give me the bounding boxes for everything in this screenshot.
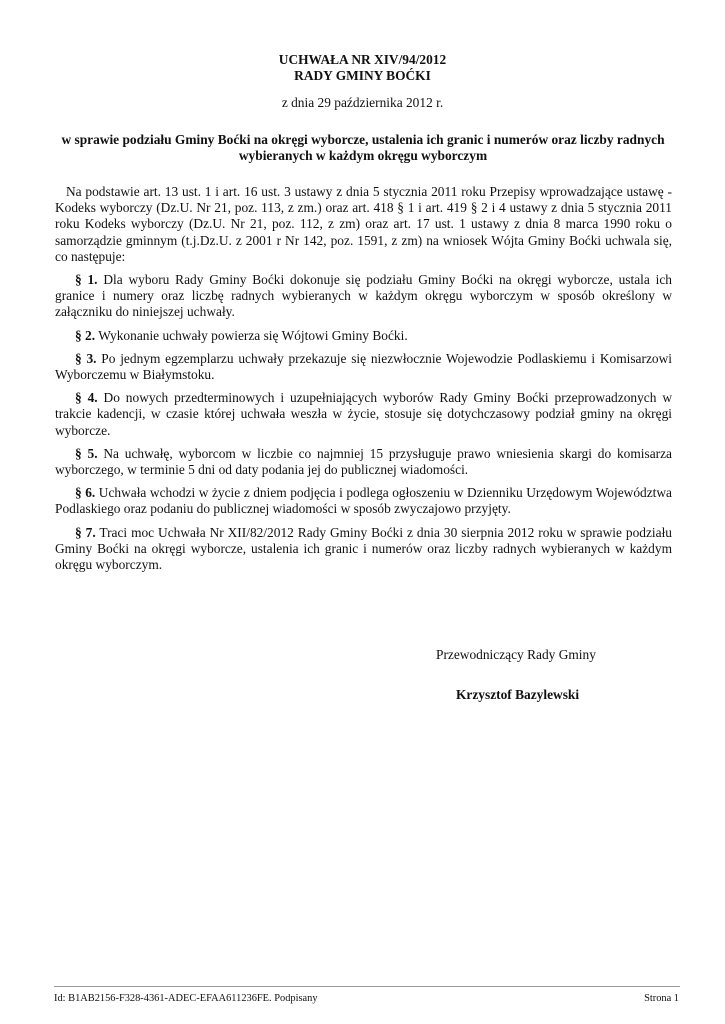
- section-4: [55, 390, 672, 439]
- resolution-subject: w sprawie podziału Gminy Boćki na okręgi wyborcze, ustalenia ich granic i numerów oraz liczby radnych wybieranych w każdym okręgu wyborczym: [61, 132, 665, 163]
- signatory-name: Krzysztof Bazylewski: [456, 687, 580, 702]
- preamble-paragraph: Na podstawie art. 13 ust. 1 i art. 16 ust. 3 ustawy z dnia 5 stycznia 2011 roku Przepisy wprowadzające ustawę - Kodeks wyborczy (Dz.U. Nr 21, poz. 113, z zm.) oraz art. 418 § 1 i art. 419 § 2 i 4 ustawy z dnia 5 stycznia 2011 roku Kodeks wyborczy (Dz.U. Nr 21, poz. 112, z zm) oraz art. 17 ust. 1 ustawy z dnia 8 marca 1990 roku o samorządzie gminnym (t.j.Dz.U. z 2001 r Nr 142, poz. 1591, z zm) na wniosek Wójta Gminy Boćki uchwala się, co następuje:: [55, 184, 672, 264]
- footer-divider: [54, 986, 680, 987]
- section-text: Wykonanie uchwały powierza się Wójtowi Gminy Boćki.: [95, 327, 408, 343]
- resolution-body: [55, 184, 672, 580]
- section-1: [55, 272, 672, 321]
- document-id: Id: B1AB2156-F328-4361-ADEC-EFAA611236FE. Podpisany: [54, 993, 318, 1004]
- section-5: [55, 446, 672, 478]
- title-line-1: UCHWAŁA NR XIV/94/2012: [278, 52, 447, 67]
- section-number: § 3.: [75, 350, 97, 366]
- page-number: Strona 1: [644, 993, 679, 1004]
- section-6: [55, 485, 672, 517]
- title-line-2: RADY GMINY BOĆKI: [294, 68, 431, 83]
- signature-block: [436, 647, 636, 703]
- section-text: Traci moc Uchwała Nr XII/82/2012 Rady Gminy Boćki z dnia 30 sierpnia 2012 roku w sprawie podziału Gminy Boćki na okręgi wyborcze, ustalenia ich granic i numerów oraz liczby radnych wybieranych w każdym okręgu wyborczym.: [55, 524, 672, 573]
- section-number: § 5.: [75, 445, 98, 461]
- section-number: § 4.: [75, 390, 98, 406]
- section-7: [55, 525, 672, 574]
- section-text: Dla wyboru Rady Gminy Boćki dokonuje się podziału Gminy Boćki na okręgi wyborcze, ustala ich granice i numery oraz liczbę radnych wybieranych w każdym okręgu wyborczym w sposób określony w załączniku do niniejszej uchwały.: [55, 272, 672, 320]
- section-text: Do nowych przedterminowych i uzupełniających wyborów Rady Gminy Boćki przeprowadzonych w trakcie kadencji, w czasie której uchwała weszła w życie, stosuje się dotychczasowy podział gminy na okręgi wyborcze.: [55, 390, 672, 438]
- section-3: [55, 351, 672, 383]
- section-number: § 7.: [75, 524, 96, 540]
- section-number: § 6.: [75, 485, 96, 501]
- section-2: [55, 328, 672, 344]
- resolution-date: z dnia 29 października 2012 r.: [281, 95, 444, 110]
- section-text: Po jednym egzemplarzu uchwały przekazuje się niezwłocznie Wojewodzie Podlaskiemu i Komisarzowi Wyborczemu w Białymstoku.: [55, 350, 672, 383]
- section-text: Uchwała wchodzi w życie z dniem podjęcia i podlega ogłoszeniu w Dzienniku Urzędowym Województwa Podlaskiego oraz podaniu do publicznej wiadomości w sposób zwyczajowo przyjęty.: [55, 485, 672, 517]
- section-number: § 2.: [75, 327, 96, 343]
- resolution-title: [0, 52, 725, 84]
- signatory-role: Przewodniczący Rady Gminy: [436, 647, 596, 662]
- section-text: Na uchwałę, wyborcom w liczbie co najmniej 15 przysługuje prawo wniesienia skargi do komisarza wyborczego, w terminie 5 dni od daty podania jej do publicznej wiadomości.: [55, 445, 672, 478]
- section-number: § 1.: [75, 272, 98, 288]
